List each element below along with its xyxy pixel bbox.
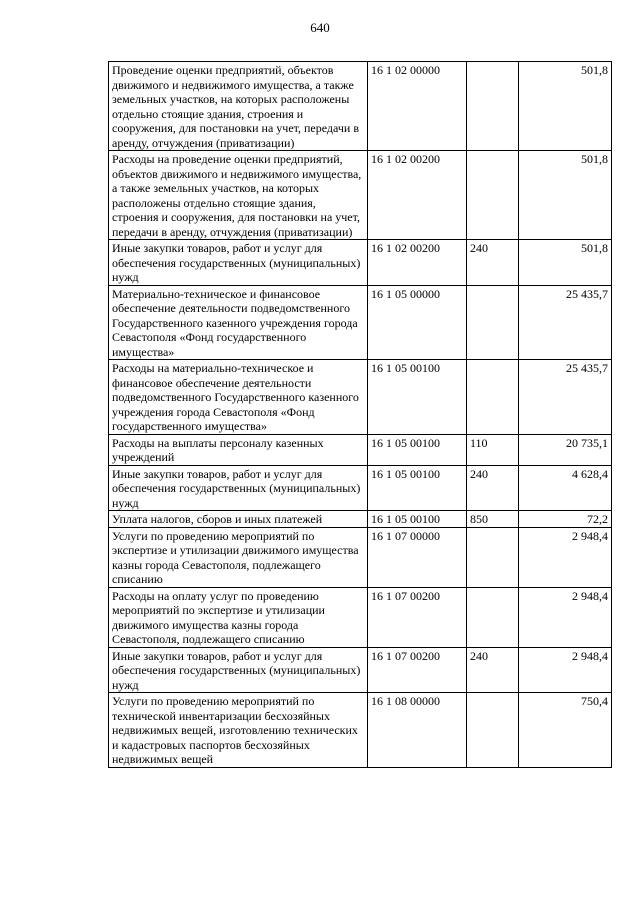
- budget-table: [108, 61, 612, 768]
- row-expense-type: [467, 62, 519, 151]
- row-sum: 2 948,4: [519, 587, 612, 647]
- row-name: Услуги по проведению мероприятий по экспертизе и утилизации движимого имущества казны города Севастополя, подлежащего списанию: [109, 527, 368, 587]
- row-code: 16 1 08 00000: [368, 693, 467, 768]
- row-code: 16 1 02 00200: [368, 240, 467, 286]
- row-name: Иные закупки товаров, работ и услуг для обеспечения государственных (муниципальных) нужд: [109, 240, 368, 286]
- row-name: Расходы на выплаты персоналу казенных учреждений: [109, 434, 368, 465]
- row-expense-type: 240: [467, 647, 519, 693]
- row-name: Расходы на оплату услуг по проведению мероприятий по экспертизе и утилизации движимого имущества казны города Севастополя, подлежащего списанию: [109, 587, 368, 647]
- table-row: [109, 62, 612, 151]
- table-row: [109, 434, 612, 465]
- row-code: 16 1 07 00000: [368, 527, 467, 587]
- row-sum: 501,8: [519, 240, 612, 286]
- table-row: [109, 647, 612, 693]
- row-sum: 4 628,4: [519, 465, 612, 511]
- table-row: [109, 511, 612, 528]
- row-sum: 20 735,1: [519, 434, 612, 465]
- row-expense-type: [467, 151, 519, 240]
- row-name: Расходы на проведение оценки предприятий, объектов движимого и недвижимого имущества, а также земельных участков, на которых расположены отдельно стоящие здания, строения и сооружения, для постановки на учет, передачи в аренду, отчуждения (приватизации): [109, 151, 368, 240]
- row-sum: 750,4: [519, 693, 612, 768]
- row-expense-type: [467, 693, 519, 768]
- page-number: 640: [310, 20, 330, 35]
- table-row: [109, 693, 612, 768]
- row-expense-type: [467, 587, 519, 647]
- row-sum: 25 435,7: [519, 285, 612, 360]
- row-expense-type: 110: [467, 434, 519, 465]
- row-code: 16 1 05 00100: [368, 511, 467, 528]
- row-name: Иные закупки товаров, работ и услуг для обеспечения государственных (муниципальных) нужд: [109, 647, 368, 693]
- row-sum: 501,8: [519, 151, 612, 240]
- row-code: 16 1 02 00000: [368, 62, 467, 151]
- row-sum: 2 948,4: [519, 527, 612, 587]
- row-name: Проведение оценки предприятий, объектов движимого и недвижимого имущества, а также земельных участков, на которых расположены отдельно стоящие здания, строения и сооружения, для постановки на учет, передачи в аренду, отчуждения (приватизации): [109, 62, 368, 151]
- row-name: Иные закупки товаров, работ и услуг для обеспечения государственных (муниципальных) нужд: [109, 465, 368, 511]
- row-expense-type: 240: [467, 465, 519, 511]
- row-code: 16 1 07 00200: [368, 587, 467, 647]
- table-row: [109, 465, 612, 511]
- row-expense-type: [467, 360, 519, 435]
- table-row: [109, 151, 612, 240]
- row-code: 16 1 05 00000: [368, 285, 467, 360]
- row-code: 16 1 05 00100: [368, 360, 467, 435]
- row-code: 16 1 07 00200: [368, 647, 467, 693]
- row-expense-type: 240: [467, 240, 519, 286]
- row-expense-type: 850: [467, 511, 519, 528]
- table-row: [109, 527, 612, 587]
- row-sum: 501,8: [519, 62, 612, 151]
- row-expense-type: [467, 285, 519, 360]
- row-name: Услуги по проведению мероприятий по технической инвентаризации бесхозяйных недвижимых вещей, изготовлению технических и кадастровых паспортов бесхозяйных недвижимых вещей: [109, 693, 368, 768]
- row-sum: 2 948,4: [519, 647, 612, 693]
- table-row: [109, 587, 612, 647]
- row-code: 16 1 02 00200: [368, 151, 467, 240]
- table-row: [109, 360, 612, 435]
- row-sum: 72,2: [519, 511, 612, 528]
- row-expense-type: [467, 527, 519, 587]
- table-row: [109, 240, 612, 286]
- row-name: Расходы на материально-техническое и финансовое обеспечение деятельности подведомственного Государственного казенного учреждения города Севастополя «Фонд государственного имущества»: [109, 360, 368, 435]
- row-name: Уплата налогов, сборов и иных платежей: [109, 511, 368, 528]
- row-sum: 25 435,7: [519, 360, 612, 435]
- row-code: 16 1 05 00100: [368, 434, 467, 465]
- row-code: 16 1 05 00100: [368, 465, 467, 511]
- budget-table-body: [109, 62, 612, 768]
- table-row: [109, 285, 612, 360]
- row-name: Материально-техническое и финансовое обеспечение деятельности подведомственного Государственного казенного учреждения города Севастополя «Фонд государственного имущества»: [109, 285, 368, 360]
